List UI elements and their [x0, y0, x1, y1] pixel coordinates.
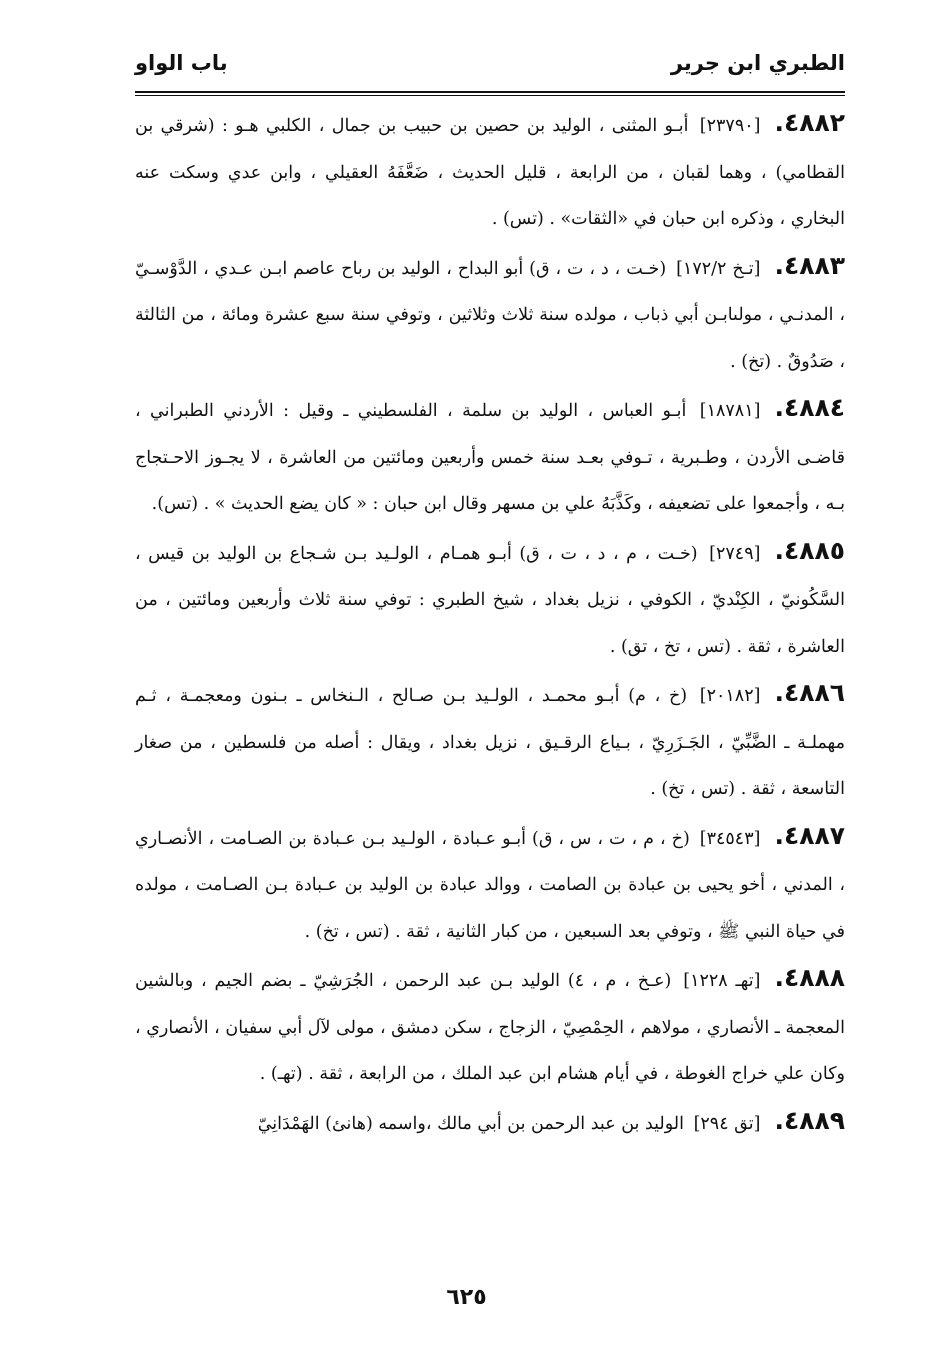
entry-number: ٤٨٨٤. — [774, 393, 845, 422]
page-number: ٦٢٥ — [446, 1285, 487, 1310]
entry-text: أبـو العباس ، الوليد بن سلمة ، الفلسطيني ـ وقيل : الأردني الطبراني ، قاضـى الأردن ، وطـبرية ، تـوفي بعـد سنة خمس وأربعين ومائتين من العاشرة ، لا يجـوز الاحـتجاج بـه ، وأجمعوا على تضعيفه ، وكَذَّبَهُ علي بن مسهر وقال ابن حبان : « كان يضع الحديث » . (تس). — [135, 401, 845, 514]
entry-text: (خـت ، د ، ت ، ق) أبو البداح ، الوليد بن رباح عاصم ابـن عـدي ، الدَّوْسـيّ ، المدنـي ، مولىابـن أبي ذباب ، مولده سنة ثلاث وثلاثين ، وتوفي سنة سبع عشرة ومائة ، من الثالثة ، صَدُوقٌ . (تخ) . — [135, 258, 845, 372]
entry-reference: [تهـ ١٢٢٨] — [683, 971, 761, 991]
entry-text: (خ ، م) أبـو محمـد ، الولـيد بـن صـالح ، الـنخاس ـ بـنون ومعجمـة ، ثـم مهملـة ـ الضَّبِّيّ ، الجَـزَرِيّ ، بـياع الرقـيق ، نزيل بغداد ، ويقال : أصله من فلسطين ، من صغار التاسعة ، ثقة . (تس ، تخ) . — [135, 686, 845, 799]
entry-reference: [تـخ ١٧٢/٢] — [676, 258, 761, 279]
entry-4887 — [135, 813, 845, 956]
entry-reference: [تق ٢٩٤] — [693, 1113, 761, 1134]
entry-4886 — [135, 670, 845, 813]
entry-4884 — [135, 385, 845, 528]
entry-4888 — [135, 955, 845, 1098]
running-header — [135, 38, 845, 88]
header-rule — [135, 91, 845, 93]
entries-list — [135, 100, 845, 1147]
entry-reference: [٢٧٤٩] — [709, 543, 761, 564]
entry-text: (عـخ ، م ، ٤) الوليد بـن عبد الرحمن ، الجُرَشِيّ ـ بضم الجيم ، وبالشين المعجمة ـ الأنصاري ، مولاهم ، الحِمْصِيّ ، الزجاج ، سكن دمشق ، مولى لآل أبي سفيان ، الأنصاري ، وكان علي خراج الغوطة ، في أيام هشام ابن عبد الملك ، من الرابعة ، ثقة . (تهـ) . — [135, 971, 845, 1084]
entry-reference: [١٨٧٨١] — [699, 401, 761, 421]
entry-number: ٤٨٨٦. — [774, 678, 845, 707]
entry-number: ٤٨٨٨. — [774, 963, 845, 992]
entry-4882 — [135, 100, 845, 243]
entry-4883 — [135, 243, 845, 386]
entry-number: ٤٨٨٣. — [774, 250, 845, 280]
entry-reference: [٢٣٧٩٠] — [699, 116, 761, 136]
entry-number: ٤٨٨٥. — [774, 535, 845, 565]
header-book-title: الطبري ابن جرير — [670, 51, 845, 75]
header-rule-thin — [135, 95, 845, 96]
header-chapter-title: باب الواو — [135, 51, 228, 75]
entry-text: أبـو المثنى ، الوليد بن حصين بن حبيب بن جمال ، الكلبي هـو : (شرقي بن القطامي) ، وهما لقبان ، من الرابعة ، قليل الحديث ، ضَعَّفَهُ العقيلي ، وابن عدي وسكت عنه البخاري ، وذكره ابن حبان في «الثقات» . (تس) . — [135, 116, 845, 229]
entry-4889 — [135, 1098, 845, 1148]
entry-4885 — [135, 528, 845, 671]
entry-number: ٤٨٨٢. — [774, 108, 845, 137]
entry-text: الوليد بن عبد الرحمن بن أبي مالك ،واسمه (هانئ) الهَمْدَانِيّ — [257, 1113, 684, 1134]
entry-reference: [٢٠١٨٢] — [699, 686, 761, 706]
entry-number: ٤٨٨٧. — [774, 820, 845, 850]
entry-text: (خـت ، م ، د ، ت ، ق) أبـو همـام ، الولـيد بـن شـجاع بن الوليد بن قيس ، السَّكُونيّ ، الكِنْديّ ، الكوفي ، نزيل بغداد ، شيخ الطبري : توفي سنة ثلاث وأربعين ومائتين ، من العاشرة ، ثقة . (تس ، تخ ، تق) . — [135, 543, 845, 657]
entry-number: ٤٨٨٩. — [774, 1105, 845, 1135]
entry-text: (خ ، م ، ت ، س ، ق) أبـو عـبادة ، الولـيد بـن عـبادة بن الصـامت ، الأنصـاري ، المدني ، أخو يحيى بن عبادة بن الصامت ، ووالد عبادة بن الوليد بن عـبادة بـن الصـامت ، مولده في حياة النبي ﷺ ، وتوفي بعد السبعين ، من كبار الثانية ، ثقة . (تس ، تخ) . — [135, 828, 845, 942]
entry-reference: [٣٤٥٤٣] — [699, 828, 761, 849]
